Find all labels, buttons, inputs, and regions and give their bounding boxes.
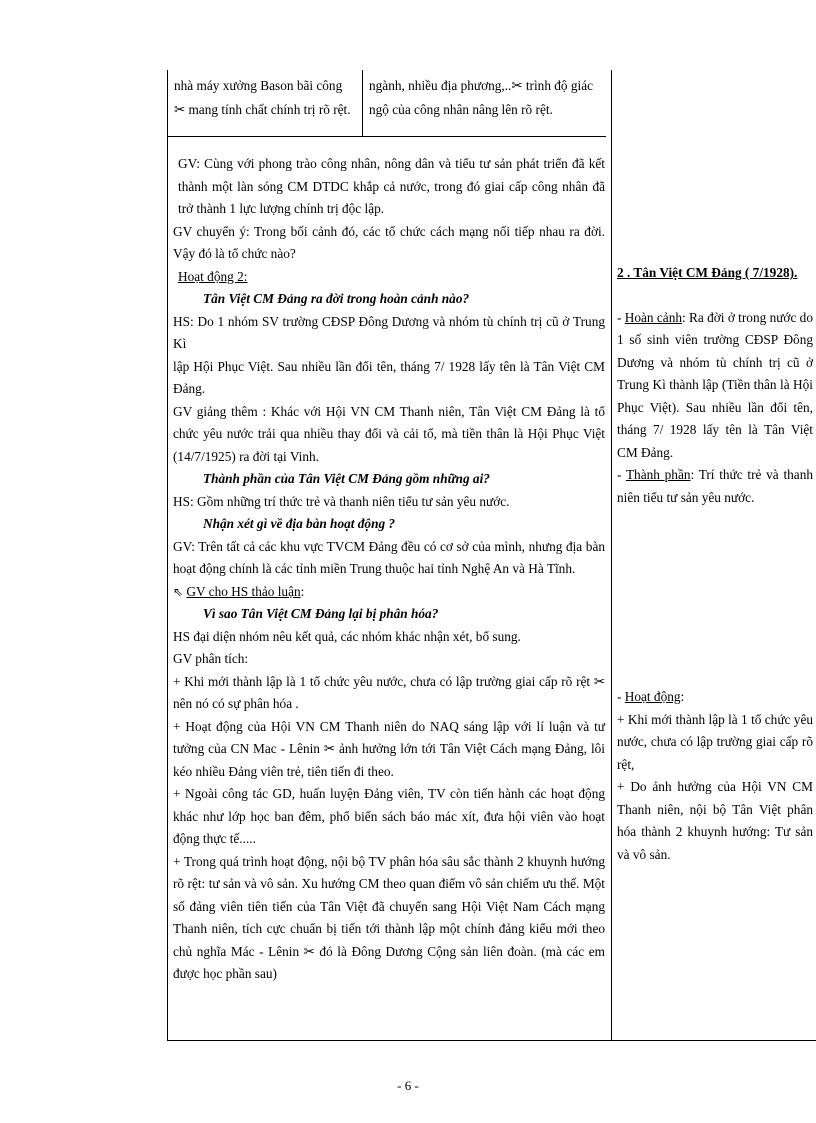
question-area: Nhận xét gì về địa bàn hoạt động ? (203, 516, 396, 531)
activity-point-2: + Do ảnh hưởng của Hội VN CM Thanh niên, nội bộ Tân Việt phân hóa thành 2 khuynh hướng: Tư sản và vô sản. (617, 779, 813, 862)
text-line: ngành, nhiều địa phương,..✂ trình độ giác (369, 78, 594, 93)
gv-analysis-label: GV phân tích: (173, 651, 249, 666)
activity-point-1: + Khi mới thành lập là 1 tổ chức yêu nước, chưa có lập trường giai cấp rõ rệt, (617, 711, 813, 772)
lesson-table (167, 70, 816, 1041)
arrow-icon: ⇖ (173, 584, 184, 599)
question-division: Vì sao Tân Việt CM Đảng lại bị phân hóa? (203, 606, 439, 621)
analysis-point-3: + Ngoài công tác GD, huấn luyện Đảng viên, TV còn tiến hành các hoạt động khác như lớp học ban đêm, phổ biến sách báo mác xít, đưa hội viên vào hoạt động thực tế..... (173, 786, 605, 846)
answer-members: HS: Gồm những trí thức trẻ và thanh niên tiểu tư sản yêu nước. (173, 493, 510, 509)
section-heading: 2 . Tân Việt CM Đảng ( 7/1928). (617, 265, 798, 280)
paragraph-gv-transition: GV chuyển ý: Trong bối cảnh đó, các tổ chức cách mạng nối tiếp nhau ra đời. Vậy đó là tổ chức nào? (173, 223, 605, 261)
context-label: Hoàn cảnh (624, 309, 682, 325)
context-paragraph: - Hoàn cảnh: Ra đời ở trong nước do 1 số sinh viên trường CĐSP Đông Dương và nhóm tù chính trị cũ ở Trung Kì thành lập (Tiền thân là Hội Phục Việt). Sau nhiều lần đổi tên, tháng 7/ 1928 lấy tên là Tân Việt CM Đảng. (617, 309, 813, 460)
analysis-point-4: + Trong quá trình hoạt động, nội bộ TV phân hóa sâu sắc thành 2 khuynh hướng rõ rệt: tư sản và vô sản. Xu hướng CM theo quan điểm vô sản chiếm ưu thế. Một số đảng viên tiên tiến của Tân Việt đã chuyển sang Hội Việt Nam Cách mạng Thanh niên, tích cực chuẩn bị tiến tới thành lập một chính đảng kiểu mới theo chủ nghĩa Mác - Lênin ✂ đó là Đông Dương Cộng sản liên đoàn. (mà các em được học phần sau) (173, 853, 605, 981)
page-number: - 6 - (397, 1078, 419, 1093)
question-context: Tân Việt CM Đảng ra đời trong hoàn cảnh nào? (203, 291, 470, 306)
answer-context-1: HS: Do 1 nhóm SV trường CĐSP Đông Dương và nhóm tù chính trị cũ ở Trung Kì (173, 313, 605, 351)
activity-2-label: Hoạt động 2: (178, 268, 248, 284)
members-label: Thành phần (625, 467, 691, 482)
text-line: ✂ mang tính chất chính trị rõ rệt. (174, 102, 351, 117)
content-column (617, 70, 813, 866)
nested-cell-left (168, 70, 363, 136)
activity-label: Hoạt động (624, 689, 681, 704)
answer-area: GV: Trên tất cả các khu vực TVCM Đảng đều có cơ sở của mình, nhưng địa bàn hoạt động chính là các tỉnh miền Trung thuộc hai tỉnh Nghệ An và Hà Tĩnh. (173, 538, 605, 576)
text-line: ngộ của công nhân nâng lên rõ rệt. (369, 102, 553, 117)
discussion-label: GV cho HS thảo luận (186, 583, 301, 599)
analysis-point-1: + Khi mới thành lập là 1 tổ chức yêu nước, chưa có lập trường giai cấp rõ rệt ✂ nên nó có sự phân hóa . (173, 673, 605, 711)
column-divider (611, 70, 612, 1040)
activity-label-line: - Hoạt động: (617, 689, 685, 704)
nested-comparison-table (168, 70, 606, 137)
student-report: HS đại diện nhóm nêu kết quả, các nhóm khác nhận xét, bổ sung. (173, 628, 521, 644)
text-line: nhà máy xưởng Bason bãi công (174, 78, 343, 93)
paragraph-gv-intro: GV: Cùng với phong trào công nhân, nông dân và tiểu tư sản phát triển đã kết thành một làn sóng CM DTDC khắp cả nước, trong đó giai cấp công nhân đã trở thành 1 lực lượng chính trị độc lập. (178, 156, 605, 216)
members-paragraph: - Thành phần: Trí thức trẻ và thanh niên tiểu tư sản yêu nước. (617, 467, 813, 505)
answer-context-2: lập Hội Phục Việt. Sau nhiều lần đổi tên, tháng 7/ 1928 lấy tên là Tân Việt CM Đảng. (173, 358, 605, 396)
nested-cell-right (363, 70, 606, 136)
question-members: Thành phần của Tân Việt CM Đảng gồm những ai? (203, 471, 490, 486)
analysis-point-2: + Hoạt động của Hội VN CM Thanh niên do NAQ sáng lập với lí luận và tư tưởng của CN Mac - Lênin ✂ ảnh hưởng lớn tới Tân Việt Cách mạng Đảng, lôi kéo nhiều Đảng viên trẻ, tiên tiến đi theo. (173, 718, 605, 779)
paragraph-gv-extra: GV giảng thêm : Khác với Hội VN CM Thanh niên, Tân Việt CM Đảng là tổ chức yêu nước trải qua nhiều thay đổi và cải tổ, mà tiền thân là Hội Phục Việt (14/7/1925) ra đời tại Vinh. (173, 403, 605, 464)
teacher-student-activity-column: nhà máy xưởng Bason bãi công ✂ mang tính chất chính trị rõ rệt. ngành, nhiều địa phương,..✂ trình độ giác ngộ của công nhân nâng lên rõ rệt. GV: Cùng với phong trào công nhân, nông dân và tiểu tư sản phát triển đã kết thành một làn sóng CM DTDC khắp cả nước, trong đó giai cấp công nhân đã trở thành 1 lực lượng chính trị độc lập. GV chuyển ý: Trong bối cảnh đó, các tổ chức cách mạng nối tiếp nhau ra đời. Vậy đó là tổ chức nào? Hoạt động 2: Tân Việt CM Đảng ra đời trong hoàn cảnh nào? HS: Do 1 nhóm SV trường CĐSP Đông Dương và nhóm tù chính trị cũ ở Trung Kì lập Hội Phục Việt. Sau nhiều lần đổi tên, tháng 7/ 1928 lấy tên là Tân Việt CM Đảng. GV giảng thêm : Khác với Hội VN CM Thanh niên, Tân Việt CM Đảng là tổ chức yêu nước trải qua nhiều thay đổi và cải tổ, mà tiền thân là Hội Phục Việt (14/7/1925) ra đời tại Vinh. Thành phần của Tân Việt CM Đảng gồm những ai? HS: Gồm những trí thức trẻ và thanh niên tiểu tư sản yêu nước. Nhận xét gì về địa bàn hoạt động ? GV: Trên tất cả các khu vực TVCM Đảng đều có cơ sở của mình, nhưng địa bàn hoạt động chính là các tỉnh miền Trung thuộc hai tỉnh Nghệ An và Hà Tĩnh. ⇖ GV cho HS thảo luận: Vì sao Tân Việt CM Đảng lại bị phân hóa? HS đại diện nhóm nêu kết quả, các nhóm khác nhận xét, bổ sung. GV phân tích: + Khi mới thành lập là 1 tổ chức yêu nước, chưa có lập trường giai cấp rõ rệt ✂ nên nó có sự phân hóa . + Hoạt động của Hội VN CM Thanh niên do NAQ sáng lập với lí luận và tư tưởng của CN Mac - Lênin ✂ ảnh hưởng lớn tới Tân Việt Cách mạng Đảng, lôi kéo nhiều Đảng viên trẻ, tiên tiến đi theo. + Ngoài công tác GD, huấn luyện Đảng viên, TV còn tiến hành các hoạt động khác như lớp học ban đêm, phổ biến sách báo mác xít, đưa hội viên vào hoạt động thực tế..... + Trong quá trình hoạt động, nội bộ TV phân hóa sâu sắc thành 2 khuynh hướng rõ rệt: tư sản và vô sản. Xu hướng CM theo quan điểm vô sản chiếm ưu thế. Một số đảng viên tiên tiến của Tân Việt đã chuyển sang Hội Việt Nam Cách mạng Thanh niên, tích cực chuẩn bị tiến tới thành lập một chính đảng kiểu mới theo chủ nghĩa Mác - Lênin ✂ đó là Đông Dương Cộng sản liên đoàn. (mà các em được học phần sau) (173, 70, 605, 986)
